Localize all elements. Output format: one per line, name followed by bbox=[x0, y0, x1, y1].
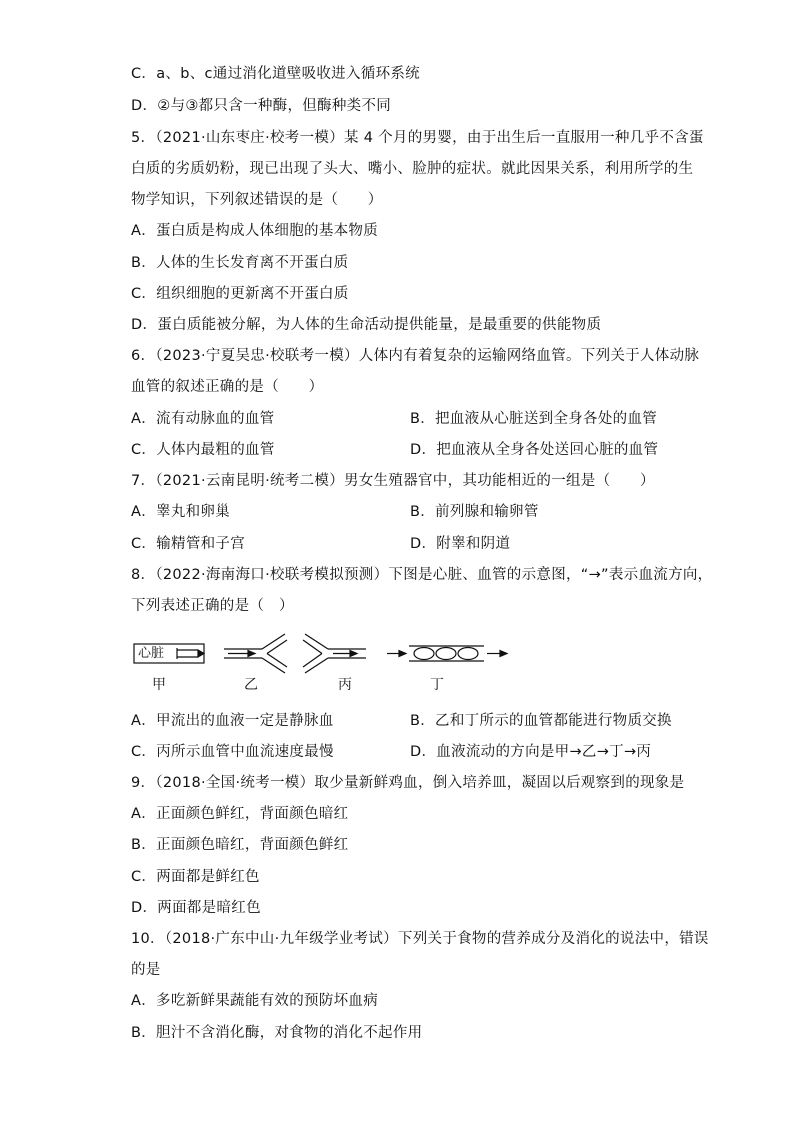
heart-label: 心脏 bbox=[138, 646, 165, 661]
question-8-option-d: D．血液流动的方向是甲→乙→丁→丙 bbox=[410, 744, 652, 760]
question-10-option-a: A．多吃新鲜果蔬能有效的预防坏血病 bbox=[131, 993, 379, 1009]
question-10-stem: 的是 bbox=[131, 962, 161, 978]
question-8-stem: 8．（2022·海南海口·校联考模拟预测）下图是心脏、血管的示意图，“→”表示血流方向， bbox=[131, 567, 713, 583]
diagram-label-bing: 丙 bbox=[338, 677, 352, 693]
question-8-option-b: B．乙和丁所示的血管都能进行物质交换 bbox=[410, 713, 672, 729]
diagram-label-jia: 甲 bbox=[152, 677, 166, 693]
question-10-stem: 10．（2018·广东中山·九年级学业考试）下列关于食物的营养成分及消化的说法中，错误 bbox=[131, 931, 709, 947]
question-9-stem: 9．（2018·全国·统考一模）取少量新鲜鸡血，倒入培养皿，凝固以后观察到的现象是 bbox=[131, 775, 685, 791]
question-9-option-b: B．正面颜色暗红，背面颜色鲜红 bbox=[131, 837, 349, 853]
vessel-bing bbox=[303, 634, 366, 673]
question-8-option-c: C．丙所示血管中血流速度最慢 bbox=[131, 744, 334, 760]
diagram-label-yi: 乙 bbox=[244, 677, 258, 693]
question-7-option-a: A．睾丸和卵巢 bbox=[131, 504, 231, 520]
question-7-stem: 7．（2021·云南昆明·统考二模）男女生殖器官中，其功能相近的一组是（ ） bbox=[131, 473, 655, 489]
question-5-stem: 物学知识，下列叙述错误的是（ ） bbox=[131, 192, 383, 208]
question-10-option-b: B．胆汁不含消化酶，对食物的消化不起作用 bbox=[131, 1025, 423, 1041]
question-5-option-c: C．组织细胞的更新离不开蛋白质 bbox=[131, 286, 349, 302]
question-6-option-b: B．把血液从心脏送到全身各处的血管 bbox=[410, 411, 658, 427]
question-9-option-c: C．两面都是鲜红色 bbox=[131, 869, 260, 885]
question-6-option-a: A．流有动脉血的血管 bbox=[131, 411, 275, 427]
question-6-stem: 6．（2023·宁夏吴忠·校联考一模）人体内有着复杂的运输网络血管。下列关于人体动脉 bbox=[131, 348, 700, 364]
question-5-stem: 5．（2021·山东枣庄·校考一模）某 4 个月的男婴，由于出生后一直服用一种几乎不含蛋 bbox=[131, 130, 704, 146]
question-8-option-a: A．甲流出的血液一定是静脉血 bbox=[131, 713, 334, 729]
text-line: C．a、b、c通过消化道壁吸收进入循环系统 bbox=[131, 66, 420, 82]
diagram-label-ding: 丁 bbox=[430, 677, 444, 693]
question-5-option-a: A．蛋白质是构成人体细胞的基本物质 bbox=[131, 223, 379, 239]
question-9-option-d: D．两面都是暗红色 bbox=[131, 900, 261, 916]
question-6-stem: 血管的叙述正确的是（ ） bbox=[131, 379, 324, 395]
question-8-stem: 下列表述正确的是（ ） bbox=[131, 598, 294, 614]
question-9-option-a: A．正面颜色鲜红，背面颜色暗红 bbox=[131, 806, 349, 822]
question-5-stem: 白质的劣质奶粉，现已出现了头大、嘴小、脸肿的症状。就此因果关系，利用所学的生 bbox=[131, 161, 694, 177]
text-line: D．②与③都只含一种酶，但酶种类不同 bbox=[131, 98, 392, 114]
vessel-ding bbox=[387, 646, 507, 661]
question-7-option-b: B．前列腺和输卵管 bbox=[410, 504, 539, 520]
question-6-option-d: D．把血液从全身各处送回心脏的血管 bbox=[410, 442, 659, 458]
question-5-option-d: D．蛋白质能被分解，为人体的生命活动提供能量，是最重要的供能物质 bbox=[131, 317, 602, 333]
question-7-option-d: D．附睾和阴道 bbox=[410, 536, 511, 552]
vessel-yi bbox=[224, 634, 287, 673]
question-5-option-b: B．人体的生长发育离不开蛋白质 bbox=[131, 255, 349, 271]
question-6-option-c: C．人体内最粗的血管 bbox=[131, 442, 275, 458]
question-7-option-c: C．输精管和子宫 bbox=[131, 536, 246, 552]
